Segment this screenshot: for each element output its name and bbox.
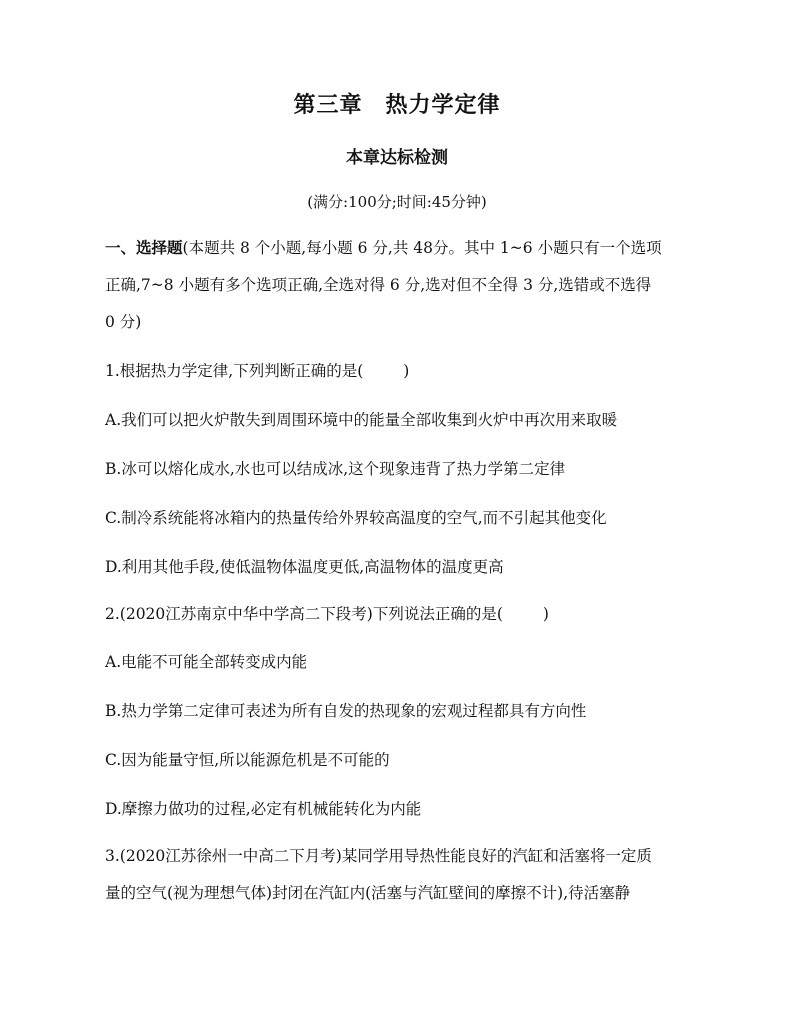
question-stem-text: 2.(2020江苏南京中华中学高二下段考)下列说法正确的是( [105,605,503,623]
section-heading: 一、选择题 [105,239,183,257]
question-2-option-c: C.因为能量守恒,所以能源危机是不可能的 [105,751,390,769]
section-instructions-text: (本题共 8 个小题,每小题 6 分,共 48分。其中 1~6 小题只有一个选项 [182,239,662,257]
chapter-title: 第三章 热力学定律 [293,93,501,118]
question-1-option-c: C.制冷系统能将冰箱内的热量传给外界较高温度的空气,而不引起其他变化 [105,509,607,527]
question-3-stem-line-2: 量的空气(视为理想气体)封闭在汽缸内(活塞与汽缸壁间的摩擦不计),待活塞静 [105,884,631,902]
question-2-option-a: A.电能不可能全部转变成内能 [105,653,308,671]
question-1-option-a: A.我们可以把火炉散失到周围环境中的能量全部收集到火炉中再次用来取暖 [105,411,618,429]
question-2-option-b: B.热力学第二定律可表述为所有自发的热现象的宏观过程都具有方向性 [105,702,587,720]
question-2-option-d: D.摩擦力做功的过程,必定有机械能转化为内能 [105,800,422,818]
section-instructions-line-2: 正确,7~8 小题有多个选项正确,全选对得 6 分,选对但不全得 3 分,选错或不选得 [105,276,652,294]
question-1-stem [105,360,695,382]
question-2-stem [105,603,695,625]
section-instructions-line-1 [105,237,695,259]
section-subtitle: 本章达标检测 [346,148,448,168]
exam-meta: (满分:100分;时间:45分钟) [307,193,487,211]
question-stem-close: ) [542,605,549,623]
section-instructions-line-3: 0 分) [105,313,142,331]
question-stem-close: ) [403,362,410,380]
question-1-option-d: D.利用其他手段,使低温物体温度更低,高温物体的温度更高 [105,558,504,576]
question-1-option-b: B.冰可以熔化成水,水也可以结成冰,这个现象违背了热力学第二定律 [105,460,566,478]
question-stem-text: 1.根据热力学定律,下列判断正确的是( [105,362,364,380]
question-3-stem-line-1: 3.(2020江苏徐州一中高二下月考)某同学用导热性能良好的汽缸和活塞将一定质 [105,847,652,865]
